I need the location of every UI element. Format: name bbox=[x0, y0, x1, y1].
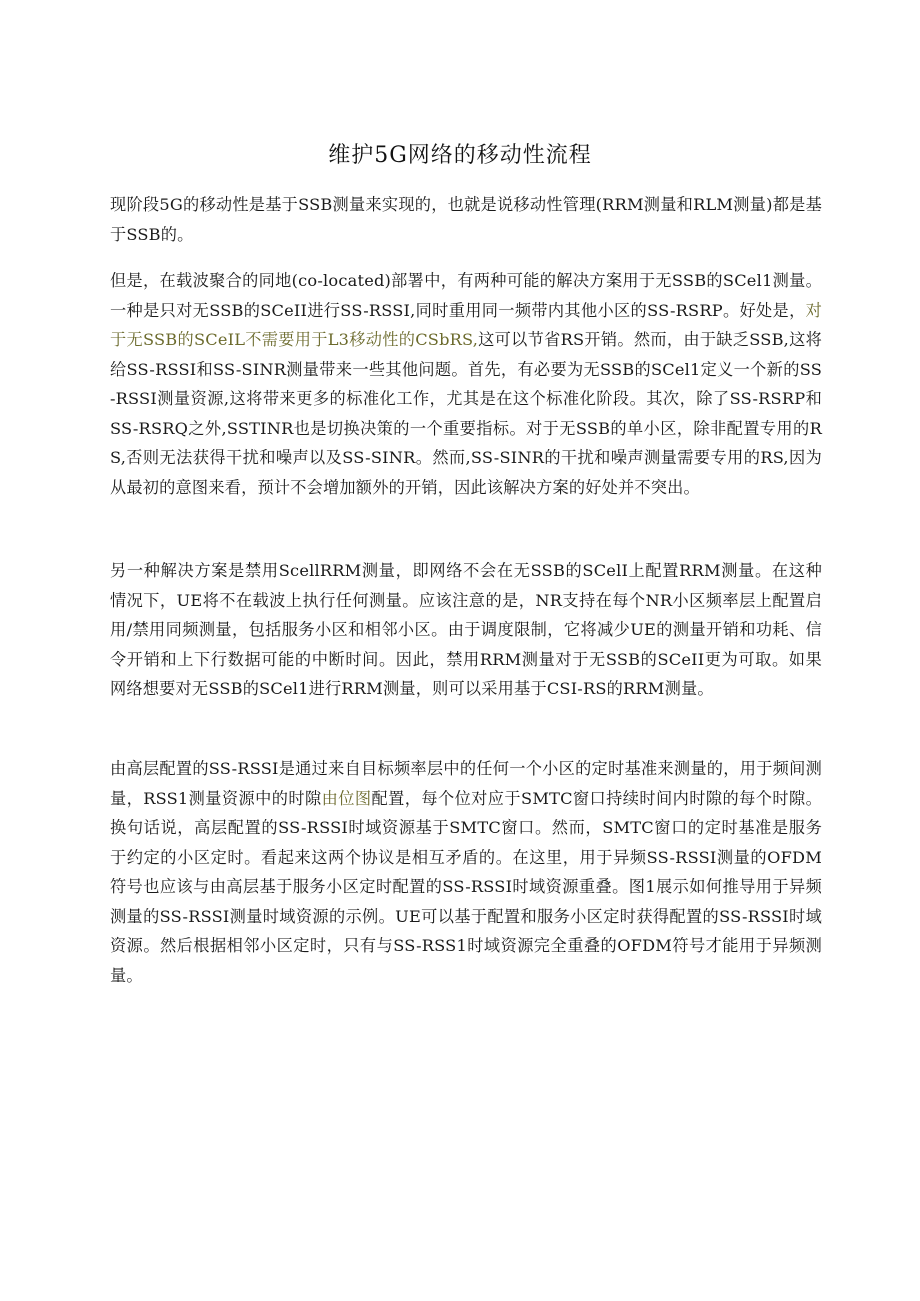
paragraph-1-text: 现阶段5G的移动性是基于SSB测量来实现的，也就是说移动性管理(RRM测量和RLM测量)都是基于SSB的。 bbox=[110, 195, 822, 244]
paragraph-3 bbox=[110, 556, 822, 704]
paragraph-4 bbox=[110, 754, 822, 990]
paragraph-3-text: 另一种解决方案是禁用ScellRRM测量，即网络不会在无SSB的SCelI上配置RRM测量。在这种情况下，UE将不在载波上执行任何测量。应该注意的是，NR支持在每个NR小区频率层上配置启用/禁用同频测量，包括服务小区和相邻小区。由于调度限制，它将减少UE的测量开销和功耗、信令开销和上下行数据可能的中断时间。因此，禁用RRM测量对于无SSB的SCeII更为可取。如果网络想要对无SSB的SCel1进行RRM测量，则可以采用基于CSI-RS的RRM测量。 bbox=[110, 561, 822, 698]
paragraph-2-text-a: 但是，在载波聚合的同地(co-located)部署中，有两种可能的解决方案用于无SSB的SCel1测量。一种是只对无SSB的SCeII进行SS-RSSI,同时重用同一频带内其他小区的SS-RSRP。好处是， bbox=[110, 271, 822, 320]
page-title: 维护5G网络的移动性流程 bbox=[328, 143, 592, 168]
paragraph-2 bbox=[110, 266, 822, 502]
paragraph-4-text-b: 配置，每个位对应于SMTC窗口持续时间内时隙的每个时隙。换句话说，高层配置的SS-RSSI时域资源基于SMTC窗口。然而，SMTC窗口的定时基准是服务于约定的小区定时。看起来这两个协议是相互矛盾的。在这里，用于异频SS-RSSI测量的OFDM符号也应该与由高层基于服务小区定时配置的SS-RSSI时域资源重叠。图1展示如何推导用于异频测量的SS-RSSI测量时域资源的示例。UE可以基于配置和服务小区定时获得配置的SS-RSSI时域资源。然后根据相邻小区定时，只有与SS-RSS1时域资源完全重叠的OFDM符号才能用于异频测量。 bbox=[110, 788, 822, 985]
paragraph-2-text-b: 这可以节省RS开销。然而，由于缺乏SSB,这将给SS-RSSI和SS-SINR测量带来一些其他问题。首先，有必要为无SSB的SCel1定义一个新的SS-RSSI测量资源,这将带来更多的标准化工作，尤其是在这个标准化阶段。其次，除了SS-RSRP和SS-RSRQ之外,SSTINR也是切换决策的一个重要指标。对于无SSB的单小区，除非配置专用的RS,否则无法获得干扰和噪声以及SS-SINR。然而,SS-SINR的干扰和噪声测量需要专用的RS,因为从最初的意图来看，预计不会增加额外的开销，因此该解决方案的好处并不突出。 bbox=[110, 330, 822, 497]
paragraph-4-text-a: 由高层配置的SS-RSSI是通过来自目标频率层中的任何一个小区的定时基准来测量的，用于频间测量，RSS1测量资源中的时隙 bbox=[110, 759, 822, 808]
paragraph-4-highlight: 由位图 bbox=[321, 788, 372, 808]
paragraph-2-highlight: 对于无SSB的SCeIL不需要用于L3移动性的CSbRS, bbox=[110, 300, 822, 349]
paragraph-1 bbox=[110, 190, 822, 249]
